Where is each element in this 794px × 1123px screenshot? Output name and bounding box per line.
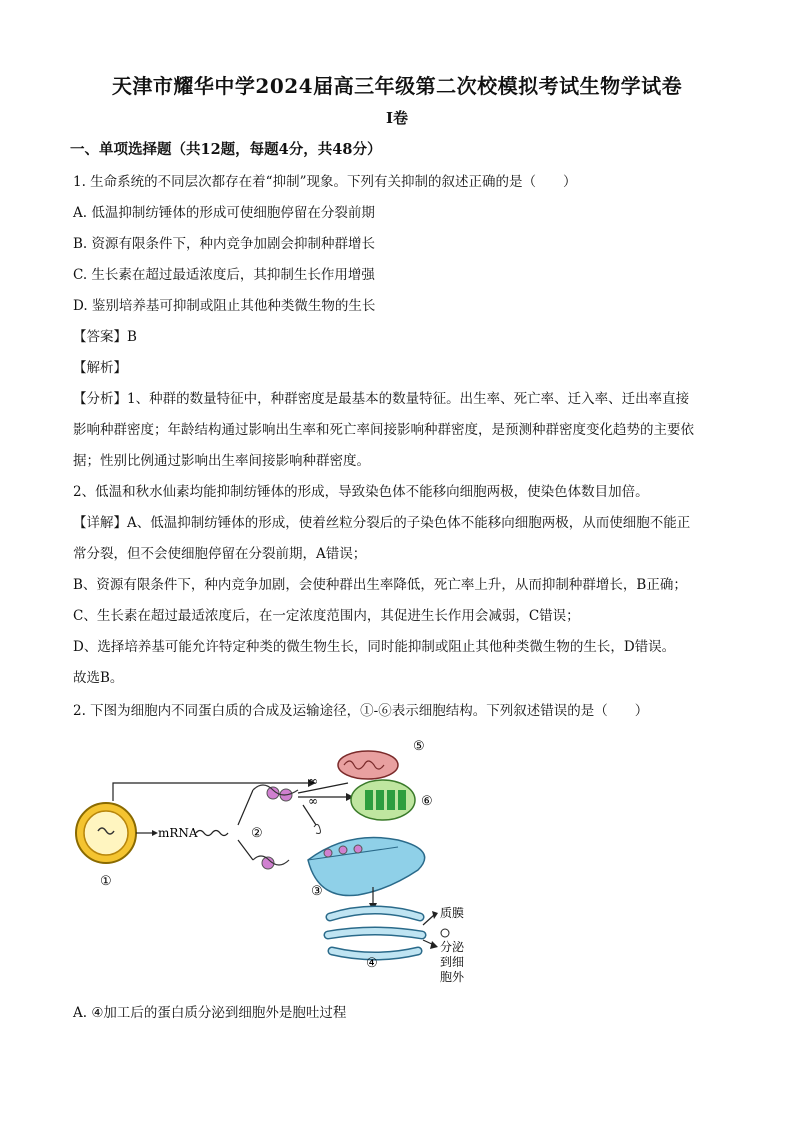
analysis-line: 据；性别比例通过影响出生率间接影响种群密度。 <box>73 453 370 469</box>
analysis-line: B、资源有限条件下，种内竞争加剧，会使种群出生率降低，死亡率上升，从而抑制种群增长，B正确； <box>73 577 687 593</box>
q1-option-d: D. 鉴别培养基可抑制或阻止其他种类微生物的生长 <box>73 298 376 314</box>
golgi-figure <box>328 910 422 956</box>
q2-option-a: A. ④加工后的蛋白质分泌到细胞外是胞吐过程 <box>73 1005 347 1021</box>
svg-text:∞: ∞ <box>308 794 318 808</box>
membrane-label: 质膜 <box>440 906 465 920</box>
label-1: ① <box>100 874 112 889</box>
q1-stem: 1. 生命系统的不同层次都存在着“抑制”现象。下列有关抑制的叙述正确的是（ ） <box>73 174 577 190</box>
q1-option-c: C. 生长素在超过最适浓度后，其抑制生长作用增强 <box>73 267 375 283</box>
mrna-label: mRNA <box>158 826 198 840</box>
section-heading: 一、单项选择题（共12题，每题4分，共48分） <box>70 141 382 158</box>
secrete-label-2: 到细 <box>440 955 465 969</box>
free-ribosome-figure <box>238 785 298 869</box>
svg-text:∞: ∞ <box>308 774 318 788</box>
er-figure <box>308 838 425 896</box>
q1-answer: 【答案】B <box>73 329 137 345</box>
q1-option-a: A. 低温抑制纺锤体的形成可使细胞停留在分裂前期 <box>73 205 375 221</box>
label-5: ⑤ <box>413 739 425 754</box>
secrete-label-1: 分泌 <box>440 940 465 954</box>
protein-pathway-diagram <box>68 735 465 990</box>
label-4: ④ <box>366 956 378 971</box>
secrete-label-3: 胞外 <box>440 970 465 984</box>
q1-analysis-label: 【解析】 <box>73 360 127 376</box>
analysis-line: 影响种群密度；年龄结构通过影响出生率和死亡率间接影响种群密度，是预测种群密度变化趋势的主要依 <box>73 422 694 438</box>
label-3: ③ <box>311 884 323 899</box>
analysis-line: D、选择培养基可能允许特定种类的微生物生长，同时能抑制或阻止其他种类微生物的生长，D错误。 <box>73 639 676 655</box>
page-subtitle: I卷 <box>385 109 409 127</box>
analysis-line: 故选B。 <box>73 670 124 686</box>
analysis-line: C、生长素在超过最适浓度后，在一定浓度范围内，其促进生长作用会减弱，C错误； <box>73 608 580 624</box>
nucleus-figure <box>76 803 136 863</box>
analysis-line: 常分裂，但不会使细胞停留在分裂前期，A错误； <box>73 546 367 562</box>
label-6: ⑥ <box>421 794 433 809</box>
analysis-line: 【详解】A、低温抑制纺锤体的形成，使着丝粒分裂后的子染色体不能移向细胞两极，从而使细胞不能正 <box>73 515 691 531</box>
q2-stem: 2. 下图为细胞内不同蛋白质的合成及运输途径，①-⑥表示细胞结构。下列叙述错误的是（ ） <box>73 703 649 719</box>
label-2: ② <box>251 826 263 841</box>
analysis-line: 2、低温和秋水仙素均能抑制纺锤体的形成，导致染色体不能移向细胞两极，使染色体数目加倍。 <box>73 484 649 500</box>
mitochondrion-figure <box>338 751 398 779</box>
chloroplast-figure <box>351 780 415 820</box>
q1-option-b: B. 资源有限条件下，种内竞争加剧会抑制种群增长 <box>73 236 376 252</box>
page-title: 天津市耀华中学2024届高三年级第二次校模拟考试生物学试卷 <box>111 74 683 98</box>
analysis-line: 【分析】1、种群的数量特征中，种群密度是最基本的数量特征。出生率、死亡率、迁入率、迁出率直接 <box>73 391 690 407</box>
